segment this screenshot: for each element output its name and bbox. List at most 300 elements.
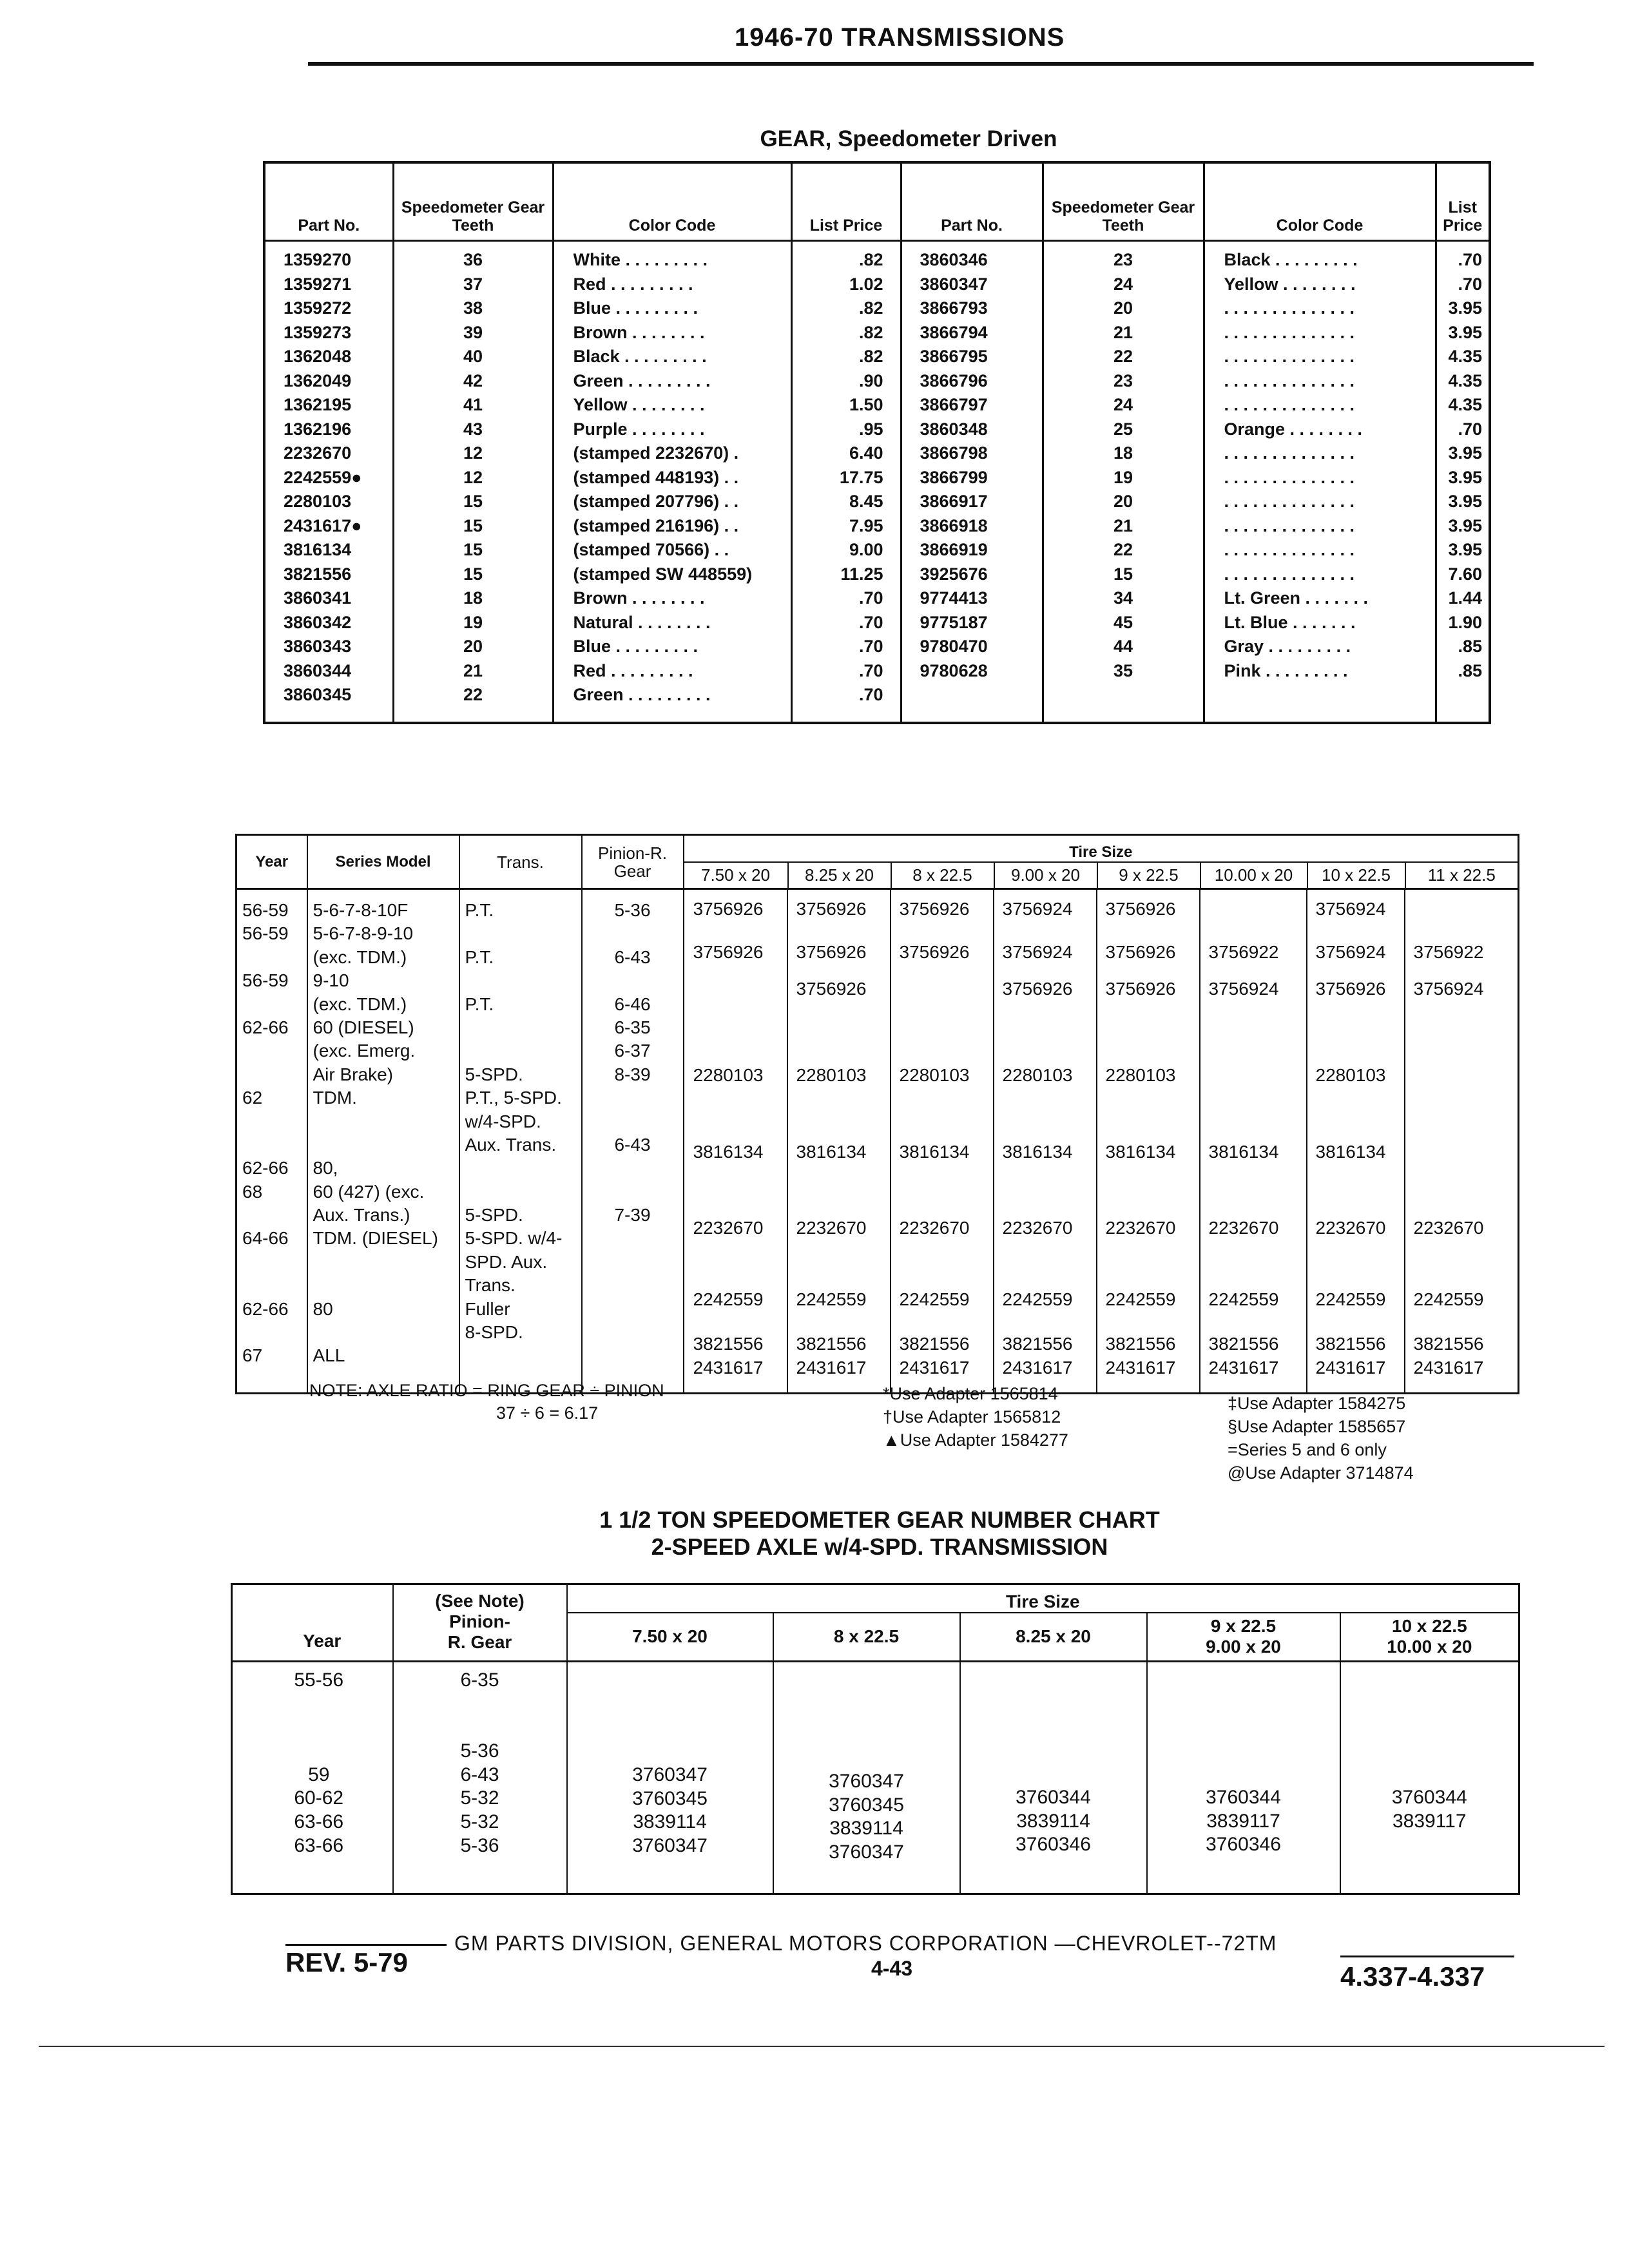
gear-number-cell: 3821556 bbox=[1413, 1334, 1484, 1354]
cell bbox=[242, 1274, 307, 1297]
cell: 3839117 bbox=[1392, 1810, 1467, 1832]
cell: 62-66 bbox=[242, 1017, 289, 1037]
cell: . . . . . . . . . . . . . . bbox=[1224, 370, 1355, 390]
cell: 3.95 bbox=[1448, 492, 1482, 511]
header-list-price: List Price bbox=[1436, 162, 1490, 241]
cell: 5-6-7-8-9-10 bbox=[313, 923, 414, 944]
cell: 4.35 bbox=[1448, 395, 1482, 414]
cell: (stamped 216196) . . bbox=[573, 515, 739, 535]
cell: 44 bbox=[1113, 637, 1133, 656]
cell: Red . . . . . . . . . bbox=[573, 660, 693, 680]
cell: 20 bbox=[463, 637, 483, 656]
header-rule bbox=[308, 62, 1534, 66]
cell: 3760344 bbox=[1016, 1787, 1091, 1808]
gear-number-cell: 2242559 bbox=[899, 1289, 970, 1310]
cell: 17.75 bbox=[839, 467, 883, 487]
cell: 1.90 bbox=[1448, 612, 1482, 632]
cell: 20 bbox=[1113, 298, 1133, 318]
cell: 9780628 bbox=[920, 660, 988, 680]
left-price-column bbox=[791, 241, 901, 724]
cell: 5-SPD. bbox=[465, 1205, 523, 1225]
cell: Lt. Blue . . . . . . . bbox=[1224, 612, 1356, 632]
cell: 18 bbox=[463, 588, 483, 608]
cell: . . . . . . . . . . . . . . bbox=[1224, 347, 1355, 366]
cell: 3866798 bbox=[920, 443, 988, 463]
cell: 1359270 bbox=[284, 250, 352, 269]
gear-number-cell: 3821556 bbox=[796, 1334, 867, 1354]
column-divider bbox=[1199, 890, 1200, 1392]
cell: 6-43 bbox=[614, 1134, 651, 1155]
adapter-note: §Use Adapter 1585657 bbox=[1228, 1417, 1406, 1436]
header-part-no: Part No. bbox=[264, 162, 393, 241]
cell: 5-6-7-8-10F bbox=[313, 900, 409, 920]
series-model-column bbox=[307, 889, 459, 1394]
cell: 36 bbox=[463, 250, 483, 269]
reference-number: 4.337-4.337 bbox=[1340, 1961, 1485, 1992]
cell: 3866793 bbox=[920, 298, 988, 318]
pinion-column bbox=[582, 889, 684, 1394]
gear-number-cell: 3821556 bbox=[899, 1334, 970, 1354]
revision-label: REV. 5-79 bbox=[285, 1947, 408, 1977]
cell: .85 bbox=[1458, 637, 1482, 656]
cell: 62-66 bbox=[242, 1298, 289, 1319]
cell: (stamped 70566) . . bbox=[573, 540, 729, 559]
corporation-line: GM PARTS DIVISION, GENERAL MOTORS CORPORATION —CHEVROLET--72TM bbox=[454, 1932, 1277, 1955]
cell bbox=[242, 1133, 307, 1157]
cell: 2232670 bbox=[284, 443, 352, 463]
cell: 5-SPD. bbox=[465, 1064, 523, 1084]
cell: 38 bbox=[463, 298, 483, 318]
cell: 24 bbox=[1113, 274, 1133, 294]
axle-ratio-note: NOTE: AXLE RATIO = RING GEAR ÷ PINION bbox=[309, 1381, 664, 1400]
cell: Green . . . . . . . . . bbox=[573, 685, 711, 704]
table3-subtitle: 2-SPEED AXLE w/4-SPD. TRANSMISSION bbox=[651, 1533, 1108, 1560]
cell: 8-39 bbox=[614, 1064, 651, 1084]
cell bbox=[465, 922, 581, 945]
gear-number-cell: 2431617 bbox=[1315, 1357, 1386, 1378]
gear-number-cell: 3756922 bbox=[1208, 942, 1279, 963]
cell bbox=[583, 1321, 683, 1344]
cell: 5-32 bbox=[460, 1787, 499, 1809]
header-pinion: Pinion-R. Gear bbox=[582, 835, 684, 889]
cell: 3866799 bbox=[920, 467, 988, 487]
cell: 12 bbox=[463, 467, 483, 487]
header-tire-6: 10 x 22.5 bbox=[1307, 862, 1405, 889]
cell: 64-66 bbox=[242, 1228, 289, 1249]
cell: 19 bbox=[463, 612, 483, 632]
header-tire-2: 8 x 22.5 bbox=[891, 862, 994, 889]
cell: 24 bbox=[1113, 395, 1133, 414]
cell bbox=[583, 1110, 683, 1133]
gear-number-cell: 2431617 bbox=[1208, 1357, 1279, 1378]
cell: 39 bbox=[463, 322, 483, 342]
tire-values-area bbox=[684, 889, 1519, 1394]
cell: 3866917 bbox=[920, 492, 988, 511]
cell: 3760344 bbox=[1206, 1787, 1281, 1808]
cell: .82 bbox=[858, 250, 883, 269]
cell bbox=[313, 1274, 459, 1297]
cell: 62 bbox=[242, 1088, 263, 1108]
header-series-model: Series Model bbox=[307, 835, 459, 889]
gear-number-cell: 2280103 bbox=[1315, 1065, 1386, 1086]
header-tire-825x20: 8.25 x 20 bbox=[960, 1613, 1147, 1662]
cell: (stamped 2232670) . bbox=[573, 443, 739, 463]
cell bbox=[242, 1039, 307, 1062]
cell bbox=[242, 1204, 307, 1227]
cell: 41 bbox=[463, 395, 483, 414]
cell: 3.95 bbox=[1448, 322, 1482, 342]
cell: Lt. Green . . . . . . . bbox=[1224, 588, 1369, 608]
cell: 1.44 bbox=[1448, 588, 1482, 608]
cell: 3816134 bbox=[284, 540, 352, 559]
cell bbox=[242, 946, 307, 969]
cell: P.T. bbox=[465, 900, 494, 920]
cell: 22 bbox=[1113, 540, 1133, 559]
gear-number-cell: 2242559 bbox=[796, 1289, 867, 1310]
cell: . . . . . . . . . . . . . . bbox=[1224, 298, 1355, 318]
cell: Yellow . . . . . . . . bbox=[1224, 274, 1356, 294]
cell: 63-66 bbox=[294, 1834, 344, 1856]
cell: .70 bbox=[858, 660, 883, 680]
cell: 22 bbox=[463, 685, 483, 704]
cell: 6-46 bbox=[614, 994, 651, 1014]
tire-9x225-column bbox=[1147, 1662, 1340, 1894]
column-divider bbox=[890, 890, 891, 1392]
cell: .95 bbox=[858, 419, 883, 439]
cell: 56-59 bbox=[242, 900, 289, 920]
gear-number-cell: 2232670 bbox=[796, 1218, 867, 1238]
cell: Fuller bbox=[465, 1298, 510, 1319]
gear-number-cell: 2232670 bbox=[899, 1218, 970, 1238]
cell: . . . . . . . . . . . . . . bbox=[1224, 492, 1355, 511]
cell bbox=[313, 1251, 459, 1274]
cell: 15 bbox=[463, 515, 483, 535]
gear-number-cell: 3821556 bbox=[1208, 1334, 1279, 1354]
cell: P.T. bbox=[465, 947, 494, 967]
cell: 3760344 bbox=[1391, 1787, 1467, 1808]
cell: 3860347 bbox=[920, 274, 988, 294]
cell: . . . . . . . . . . . . . . bbox=[1224, 395, 1355, 414]
cell: . . . . . . . . . . . . . . bbox=[1224, 540, 1355, 559]
header-gear-teeth: Speedometer Gear Teeth bbox=[1043, 162, 1204, 241]
cell: 6.40 bbox=[849, 443, 883, 463]
cell: Pink . . . . . . . . . bbox=[1224, 660, 1348, 680]
cell: 55-56 bbox=[294, 1669, 344, 1691]
cell: . . . . . . . . . . . . . . bbox=[1224, 564, 1355, 584]
cell: 40 bbox=[463, 347, 483, 366]
cell: 21 bbox=[1113, 322, 1133, 342]
gear-number-cell: 3756926 bbox=[693, 899, 764, 919]
header-color-code: Color Code bbox=[553, 162, 791, 241]
column-divider bbox=[1096, 890, 1097, 1392]
page-title: 1946-70 TRANSMISSIONS bbox=[735, 23, 1065, 52]
cell: 56-59 bbox=[242, 923, 289, 944]
year-column bbox=[236, 889, 307, 1394]
cell: 3860343 bbox=[284, 637, 352, 656]
cell: 9775187 bbox=[920, 612, 988, 632]
adapter-note: =Series 5 and 6 only bbox=[1228, 1440, 1387, 1459]
cell: 60 (DIESEL) bbox=[313, 1017, 414, 1037]
gear-number-cell: 3821556 bbox=[1105, 1334, 1176, 1354]
axle-ratio-example: 37 ÷ 6 = 6.17 bbox=[496, 1403, 599, 1423]
gear-number-cell: 3821556 bbox=[1002, 1334, 1073, 1354]
cell: Orange . . . . . . . . bbox=[1224, 419, 1363, 439]
cell: P.T. bbox=[465, 994, 494, 1014]
header-tire-9x225: 9 x 22.5 9.00 x 20 bbox=[1147, 1613, 1340, 1662]
gear-number-cell: 3756924 bbox=[1315, 899, 1386, 919]
cell: 4.35 bbox=[1448, 347, 1482, 366]
gear-number-cell: 2280103 bbox=[1105, 1065, 1176, 1086]
cell: 3866797 bbox=[920, 395, 988, 414]
cell: White . . . . . . . . . bbox=[573, 250, 708, 269]
cell: .70 bbox=[1458, 419, 1482, 439]
header-tire-10x225: 10 x 22.5 10.00 x 20 bbox=[1340, 1613, 1519, 1662]
gear-number-cell: 2242559 bbox=[1315, 1289, 1386, 1310]
cell: 63-66 bbox=[294, 1811, 344, 1833]
cell: 9.00 bbox=[849, 540, 883, 559]
cell: 6-35 bbox=[460, 1669, 499, 1691]
gear-number-cell: 2280103 bbox=[1002, 1065, 1073, 1086]
cell: 34 bbox=[1113, 588, 1133, 608]
cell bbox=[465, 1180, 581, 1204]
cell: 1362195 bbox=[284, 395, 352, 414]
cell: 11.25 bbox=[840, 564, 883, 584]
cell: 80, bbox=[313, 1158, 338, 1178]
cell: 3839114 bbox=[829, 1818, 903, 1840]
cell bbox=[313, 1133, 459, 1157]
cell: TDM. bbox=[313, 1088, 357, 1108]
cell: 25 bbox=[1113, 419, 1133, 439]
gear-number-cell: 3816134 bbox=[693, 1141, 764, 1162]
cell: 1359271 bbox=[284, 274, 352, 294]
cell: 3760347 bbox=[829, 1841, 904, 1863]
gear-number-cell: 2242559 bbox=[1105, 1289, 1176, 1310]
gear-number-cell: 3816134 bbox=[796, 1141, 867, 1162]
cell: . . . . . . . . . . . . . . bbox=[1224, 467, 1355, 487]
cell: (exc. TDM.) bbox=[313, 947, 407, 967]
cell bbox=[583, 1157, 683, 1180]
adapter-note: †Use Adapter 1565812 bbox=[883, 1407, 1061, 1427]
cell: 9774413 bbox=[920, 588, 988, 608]
cell: 7.95 bbox=[849, 515, 883, 535]
cell: Trans. bbox=[465, 1275, 516, 1296]
gear-number-cell: 3816134 bbox=[1208, 1141, 1279, 1162]
header-tire-1: 8.25 x 20 bbox=[788, 862, 891, 889]
cell: (stamped SW 448559) bbox=[573, 564, 753, 584]
cell: 23 bbox=[1113, 250, 1133, 269]
cell: 1362048 bbox=[284, 347, 352, 366]
adapter-note: *Use Adapter 1565814 bbox=[883, 1384, 1058, 1403]
cell: .82 bbox=[858, 322, 883, 342]
header-tire-8x225: 8 x 22.5 bbox=[773, 1613, 960, 1662]
cell: Gray . . . . . . . . . bbox=[1224, 637, 1351, 656]
column-divider bbox=[1306, 890, 1307, 1392]
cell: 3839114 bbox=[633, 1811, 707, 1833]
cell: 23 bbox=[1113, 370, 1133, 390]
cell bbox=[242, 993, 307, 1016]
cell: .85 bbox=[1458, 660, 1482, 680]
adapter-notes-right bbox=[1228, 1392, 1414, 1485]
cell: 62-66 bbox=[242, 1158, 289, 1178]
gear-number-cell: 3756926 bbox=[1105, 942, 1176, 963]
cell: 42 bbox=[463, 370, 483, 390]
cell: 3.95 bbox=[1448, 540, 1482, 559]
cell bbox=[242, 1321, 307, 1344]
cell: ALL bbox=[313, 1345, 345, 1366]
gear-number-cell: 3756926 bbox=[693, 942, 764, 963]
cell: 3760346 bbox=[1016, 1834, 1091, 1856]
header-trans: Trans. bbox=[459, 835, 582, 889]
cell: (stamped 448193) . . bbox=[573, 467, 739, 487]
gear-number-cell: 3756924 bbox=[1002, 942, 1073, 963]
gear-number-cell: 3756926 bbox=[1105, 899, 1176, 919]
cell: Natural . . . . . . . . bbox=[573, 612, 711, 632]
cell bbox=[465, 969, 581, 992]
header-list-price: List Price bbox=[791, 162, 901, 241]
cell: 3866918 bbox=[920, 515, 988, 535]
cell: 21 bbox=[463, 660, 483, 680]
cell: Blue . . . . . . . . . bbox=[573, 637, 699, 656]
cell: 1.02 bbox=[849, 274, 883, 294]
gear-number-cell: 3756924 bbox=[1208, 978, 1279, 999]
column-divider bbox=[787, 890, 788, 1392]
cell: 59 bbox=[308, 1763, 330, 1785]
gear-number-cell: 3821556 bbox=[693, 1334, 764, 1354]
page-number: 4-43 bbox=[871, 1957, 913, 1980]
gear-number-cell: 3756926 bbox=[899, 942, 970, 963]
column-divider bbox=[1404, 890, 1405, 1392]
year-column bbox=[232, 1662, 393, 1894]
right-part-column bbox=[901, 241, 1043, 724]
cell: Red . . . . . . . . . bbox=[573, 274, 693, 294]
cell: 56-59 bbox=[242, 970, 289, 991]
gear-number-cell: 3756926 bbox=[796, 899, 867, 919]
gear-number-cell: 2232670 bbox=[1315, 1218, 1386, 1238]
cell: .82 bbox=[858, 347, 883, 366]
cell bbox=[583, 1227, 683, 1250]
cell bbox=[583, 1274, 683, 1297]
cell: Air Brake) bbox=[313, 1064, 393, 1084]
cell bbox=[242, 1063, 307, 1086]
cell bbox=[583, 1251, 683, 1274]
gear-number-cell: 2280103 bbox=[899, 1065, 970, 1086]
cell: . . . . . . . . . . . . . . bbox=[1224, 443, 1355, 463]
cell: 19 bbox=[1113, 467, 1133, 487]
cell bbox=[246, 1716, 392, 1740]
right-teeth-column bbox=[1043, 241, 1204, 724]
cell bbox=[465, 1039, 581, 1062]
gear-number-cell: 3756924 bbox=[1002, 899, 1073, 919]
cell: 5-36 bbox=[460, 1834, 499, 1856]
cell: 1359273 bbox=[284, 322, 352, 342]
tire-size-gear-table bbox=[235, 834, 1519, 1394]
gear-number-cell: 3756926 bbox=[1002, 978, 1073, 999]
cell bbox=[583, 1344, 683, 1367]
cell: 3.95 bbox=[1448, 467, 1482, 487]
gear-number-cell: 3756926 bbox=[796, 978, 867, 999]
cell: .90 bbox=[858, 370, 883, 390]
header-tire-7: 11 x 22.5 bbox=[1405, 862, 1519, 889]
adapter-note: ▲Use Adapter 1584277 bbox=[883, 1430, 1068, 1450]
cell bbox=[583, 1086, 683, 1110]
cell: (exc. TDM.) bbox=[313, 994, 407, 1014]
cell: 5-SPD. w/4- bbox=[465, 1228, 563, 1249]
cell bbox=[246, 1740, 392, 1763]
gear-number-cell: 2232670 bbox=[1413, 1218, 1484, 1238]
cell: .70 bbox=[1458, 250, 1482, 269]
gear-number-cell: 3821556 bbox=[1315, 1334, 1386, 1354]
cell: 12 bbox=[463, 443, 483, 463]
gear-number-cell: 2431617 bbox=[693, 1357, 764, 1378]
gear-number-cell: 3756922 bbox=[1413, 942, 1484, 963]
cell: . . . . . . . . . . . . . . bbox=[1224, 515, 1355, 535]
cell: 18 bbox=[1113, 443, 1133, 463]
gear-number-cell: 2232670 bbox=[1002, 1218, 1073, 1238]
right-price-column bbox=[1436, 241, 1490, 724]
cell: .70 bbox=[858, 588, 883, 608]
cell: 5-32 bbox=[460, 1811, 499, 1833]
cell: 43 bbox=[463, 419, 483, 439]
header-tire-size: Tire Size bbox=[567, 1584, 1519, 1613]
cell: 22 bbox=[1113, 347, 1133, 366]
header-tire-4: 9 x 22.5 bbox=[1097, 862, 1200, 889]
trans-column bbox=[459, 889, 582, 1394]
gear-number-cell: 3756924 bbox=[1413, 978, 1484, 999]
cell bbox=[465, 1157, 581, 1180]
footer-rule-right bbox=[1340, 1956, 1514, 1957]
cell: Black . . . . . . . . . bbox=[1224, 250, 1358, 269]
gear-number-cell: 3756924 bbox=[1315, 942, 1386, 963]
cell: 3866795 bbox=[920, 347, 988, 366]
cell: 3760347 bbox=[829, 1771, 904, 1792]
cell: 3.95 bbox=[1448, 515, 1482, 535]
gear-number-cell: 2280103 bbox=[693, 1065, 764, 1086]
cell: . . . . . . . . . . . . . . bbox=[1224, 322, 1355, 342]
gear-number-cell: 2431617 bbox=[1105, 1357, 1176, 1378]
cell bbox=[583, 922, 683, 945]
cell: 15 bbox=[1113, 564, 1133, 584]
cell: 3860341 bbox=[284, 588, 352, 608]
cell: .82 bbox=[858, 298, 883, 318]
cell: 3821556 bbox=[284, 564, 352, 584]
cell: 5-36 bbox=[460, 1740, 499, 1762]
cell bbox=[394, 1716, 566, 1740]
adapter-note: ‡Use Adapter 1584275 bbox=[1228, 1394, 1406, 1413]
cell: 3866919 bbox=[920, 540, 988, 559]
cell: 7-39 bbox=[614, 1205, 651, 1225]
gear-number-cell: 2431617 bbox=[899, 1357, 970, 1378]
cell bbox=[583, 969, 683, 992]
cell: 80 bbox=[313, 1298, 333, 1319]
left-teeth-column bbox=[393, 241, 553, 724]
gear-number-cell: 2242559 bbox=[1208, 1289, 1279, 1310]
cell: 9780470 bbox=[920, 637, 988, 656]
table1-title: GEAR, Speedometer Driven bbox=[760, 126, 1057, 151]
cell: 9-10 bbox=[313, 970, 349, 991]
gear-number-cell: 3816134 bbox=[1105, 1141, 1176, 1162]
cell: 3760345 bbox=[829, 1794, 904, 1816]
cell: 3860346 bbox=[920, 250, 988, 269]
cell: SPD. Aux. bbox=[465, 1251, 548, 1272]
header-tire-0: 7.50 x 20 bbox=[684, 862, 788, 889]
cell: 1.50 bbox=[849, 395, 883, 414]
cell bbox=[465, 1016, 581, 1039]
cell: 3760345 bbox=[632, 1787, 708, 1809]
cell: 1359272 bbox=[284, 298, 352, 318]
cell: .70 bbox=[858, 685, 883, 704]
cell: Black . . . . . . . . . bbox=[573, 347, 707, 366]
cell: 20 bbox=[1113, 492, 1133, 511]
